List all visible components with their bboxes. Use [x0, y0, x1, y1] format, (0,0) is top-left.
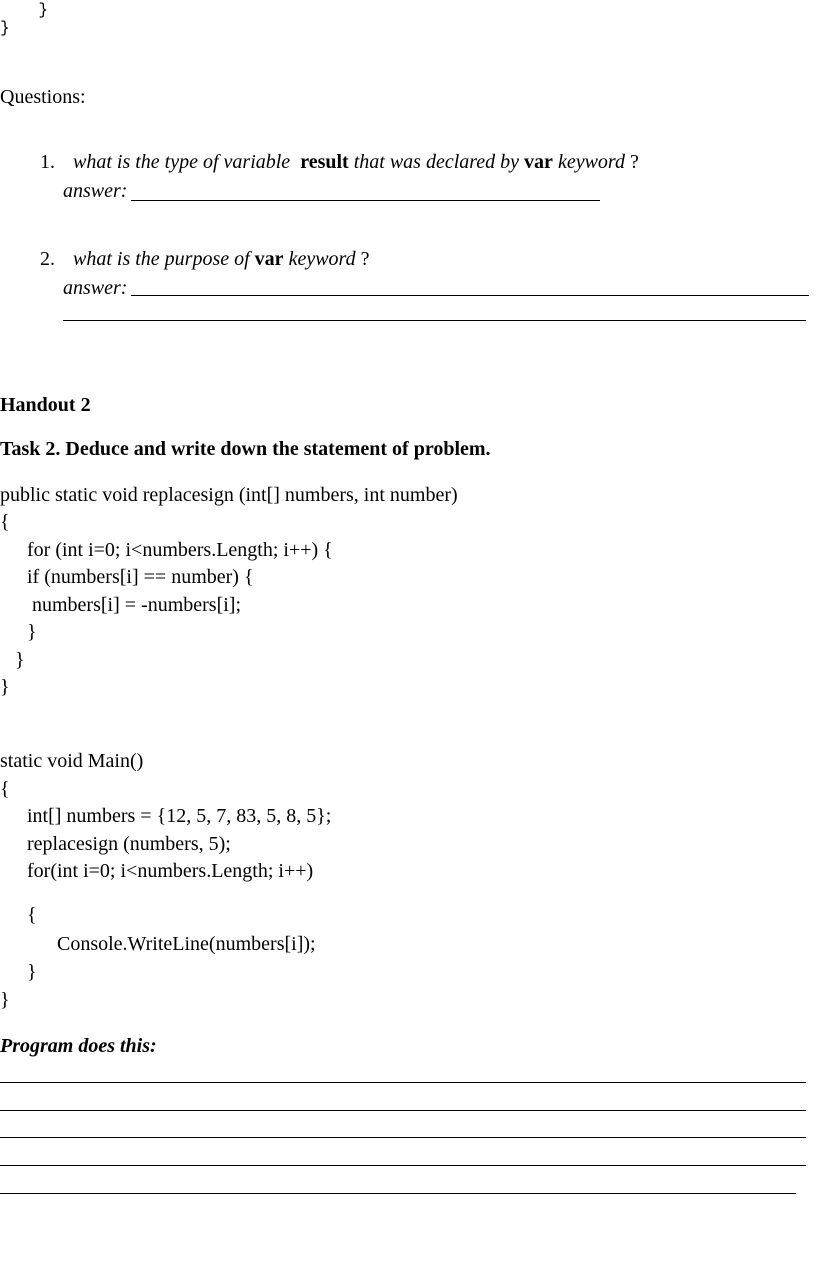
program-answer-line-2[interactable] — [0, 1110, 806, 1111]
answer-2-line-2[interactable] — [63, 320, 806, 321]
question-2 — [30, 229, 55, 269]
task-heading: Task 2. Deduce and write down the statement of problem. — [0, 438, 491, 460]
question-1-part-2: result — [300, 151, 349, 173]
question-2-part-4: ? — [360, 248, 370, 270]
code-main-line-4: replacesign (numbers, 5); — [27, 833, 231, 855]
code-replacesign-line-6: } — [27, 621, 37, 643]
answer-1-line[interactable] — [131, 200, 600, 201]
question-2-part-2: var — [254, 248, 284, 270]
code-replacesign-line-2: { — [0, 511, 10, 533]
code-replacesign-line-3: for (int i=0; i<numbers.Length; i++) { — [27, 539, 333, 561]
code-main-line-8: } — [27, 961, 37, 983]
question-2-part-1: what is the purpose of — [73, 248, 250, 270]
program-label: Program does this: — [0, 1035, 157, 1057]
questions-heading: Questions: — [0, 86, 86, 108]
code-main-line-3: int[] numbers = {12, 5, 7, 83, 5, 8, 5}; — [27, 805, 332, 827]
answer-2-line-1[interactable] — [131, 295, 809, 296]
answer-2-label: answer: — [63, 277, 128, 299]
program-answer-line-3[interactable] — [0, 1137, 806, 1138]
question-1 — [30, 132, 55, 172]
answer-1-label: answer: — [63, 180, 128, 202]
code-replacesign-line-7: } — [15, 649, 25, 671]
code-replacesign-line-8: } — [0, 676, 10, 698]
question-1-part-5: keyword — [557, 151, 625, 173]
question-1-part-6: ? — [629, 151, 639, 173]
question-2-number: 2. — [40, 248, 55, 270]
question-2-part-3: keyword — [288, 248, 356, 270]
code-main-line-9: } — [0, 989, 10, 1011]
code-main-line-2: { — [0, 778, 10, 800]
code-replacesign-line-4: if (numbers[i] == number) { — [27, 566, 254, 588]
program-answer-line-5[interactable] — [0, 1193, 796, 1194]
code-replacesign-line-1: public static void replacesign (int[] numbers, int number) — [0, 484, 458, 506]
code-main-line-1: static void Main() — [0, 750, 144, 772]
question-2-text — [63, 229, 369, 269]
top-code-line-2: } — [0, 19, 10, 37]
program-answer-line-4[interactable] — [0, 1165, 806, 1166]
code-main-line-5: for(int i=0; i<numbers.Length; i++) — [27, 860, 314, 882]
program-answer-line-1[interactable] — [0, 1082, 806, 1083]
top-code-line-1: } — [0, 1, 49, 19]
question-1-part-1: what is the type of variable — [73, 151, 291, 173]
code-replacesign-line-5: numbers[i] = -numbers[i]; — [32, 594, 242, 616]
question-1-part-4: var — [524, 151, 553, 173]
code-main-line-6: { — [27, 904, 37, 926]
handout-title: Handout 2 — [0, 394, 91, 416]
question-1-number: 1. — [40, 151, 55, 173]
question-1-part-3: that was declared by — [353, 151, 520, 173]
question-1-text — [63, 132, 639, 172]
code-main-line-7: Console.WriteLine(numbers[i]); — [57, 933, 316, 955]
